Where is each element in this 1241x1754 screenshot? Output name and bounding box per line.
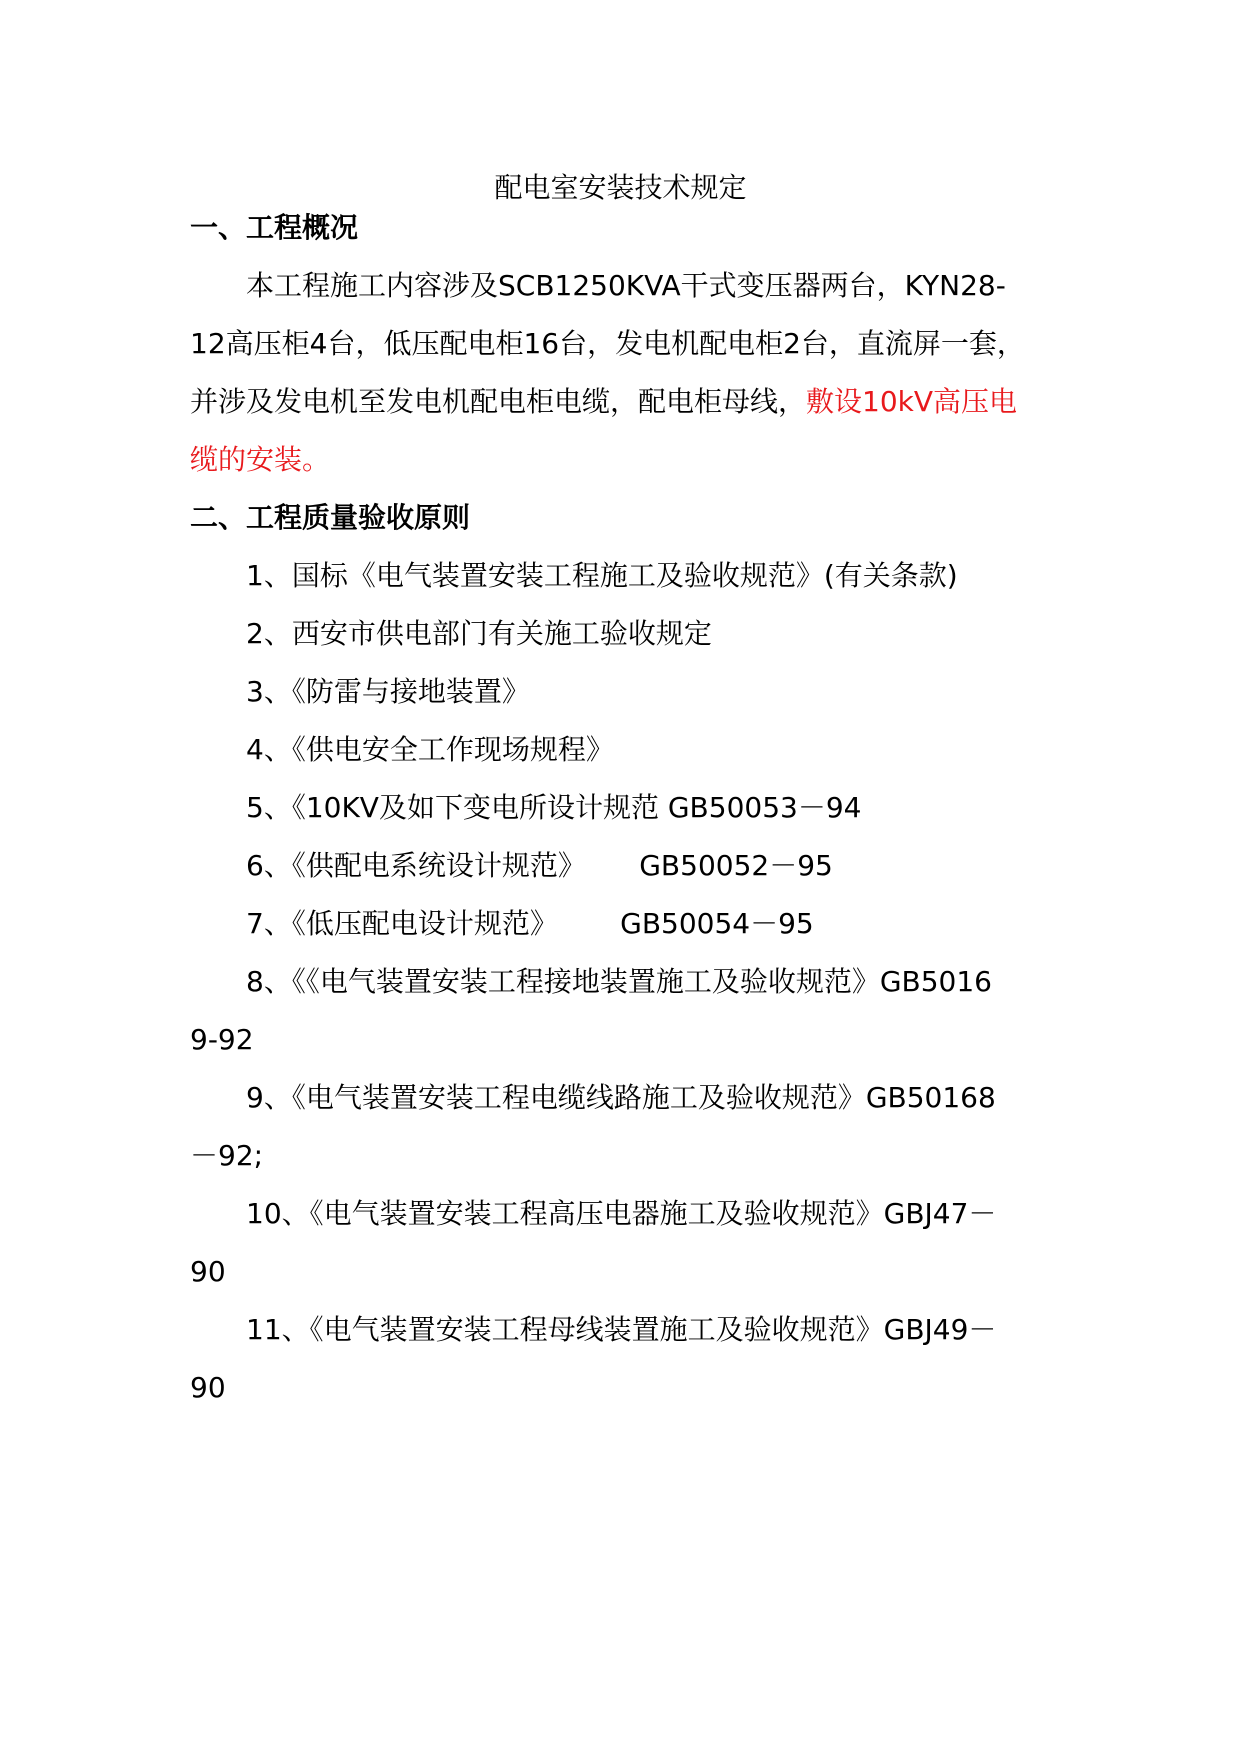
- standard-item-6: 6、《供配电系统设计规范》 GB50052－95: [246, 849, 833, 882]
- document-title: 配电室安装技术规定: [494, 171, 747, 204]
- standard-item-8-continued: 9-92: [190, 1023, 254, 1056]
- standard-item-7: 7、《低压配电设计规范》 GB50054－95: [246, 907, 814, 940]
- standard-item-10: 10、《电气装置安装工程高压电器施工及验收规范》GBJ47－: [246, 1197, 997, 1230]
- standard-item-10-continued: 90: [190, 1255, 226, 1288]
- overview-paragraph-line-3-text: 并涉及发电机至发电机配电柜电缆，配电柜母线，: [190, 385, 807, 418]
- standard-item-9-continued: －92;: [190, 1139, 264, 1172]
- standard-item-5: 5、《10KV及如下变电所设计规范 GB50053－94: [246, 791, 862, 824]
- standard-item-11: 11、《电气装置安装工程母线装置施工及验收规范》GBJ49－: [246, 1313, 997, 1346]
- section-heading-acceptance: 二、工程质量验收原则: [190, 501, 471, 534]
- standard-item-11-continued: 90: [190, 1371, 226, 1404]
- overview-paragraph-line-2: 12高压柜4台，低压配电柜16台，发电机配电柜2台，直流屏一套，: [190, 327, 1025, 360]
- overview-paragraph-line-1: 本工程施工内容涉及SCB1250KVA干式变压器两台，KYN28-: [246, 269, 1006, 302]
- standard-item-1: 1、国标《电气装置安装工程施工及验收规范》(有关条款): [246, 559, 958, 592]
- overview-paragraph-line-3: [190, 380, 1017, 424]
- standard-item-2: 2、西安市供电部门有关施工验收规定: [246, 617, 712, 650]
- highlighted-cable-text-continued: 缆的安装。: [190, 443, 331, 476]
- standard-item-8: 8、《《电气装置安装工程接地装置施工及验收规范》GB5016: [246, 965, 992, 998]
- standard-item-4: 4、《供电安全工作现场规程》: [246, 733, 614, 766]
- standard-item-3: 3、《防雷与接地装置》: [246, 675, 530, 708]
- highlighted-cable-text: 敷设10kV高压电: [806, 385, 1018, 418]
- standard-item-9: 9、《电气装置安装工程电缆线路施工及验收规范》GB50168: [246, 1081, 996, 1114]
- section-heading-overview: 一、工程概况: [190, 211, 359, 244]
